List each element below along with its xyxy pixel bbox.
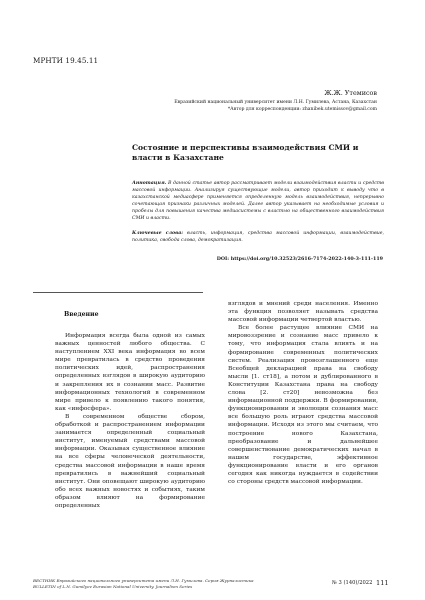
mrnti-code: МРНТИ 19.45.11 bbox=[33, 56, 99, 65]
author-correspondence: *Автор для корреспонденции: zhanibek.utemissov@gmail.com bbox=[227, 106, 377, 112]
section-heading-introduction: Введение bbox=[64, 311, 99, 318]
article-title: Состояние и перспективы взаимодействия СМИ и власти в Казахстане bbox=[132, 143, 359, 162]
paragraph: взглядов и мнений среди населения. Именно эта функция позволяет называть средства массовой информации четвертой властью. bbox=[228, 301, 378, 324]
footer-journal bbox=[33, 578, 254, 590]
paragraph: В современном обществе сбором, обработкой и распространением информации занимается определенный социальный институт, именуемый средствами массовой информации. Оказывая существенное влияние на все сферы человеческой деятельности, средства массовой информации в наше время превратились в важнейший социальный институт. Они оповещают широкую аудиторию обо всех важных новостях и событиях, таким образом влияют на формирование определенных bbox=[55, 413, 205, 509]
footer-issue: № 3 (140)/2022 bbox=[332, 580, 373, 586]
abstract-label: Аннотация. bbox=[132, 181, 167, 186]
paragraph: Все более растущее влияние СМИ на мировоззрение и сознание масс привело к тому, что информация стала влиять и на формирование современных политических систем. Реализация провозглашенного еще Всеобщей декларацией права на свободу мысли [1. ст18], а потом и дублированного в Конституции Казахстана права на свободу слова [2. ст20] невозможна без информационной поддержки. В формировании, функционировании и эволюции сознания масс все большую роль играют средства массовой информации. Исходя из этого мы считаем, что построение нового Казахстана, преобразование и дальнейшее совершенствование демократических начал в нашем государстве, эффективное функционирование власти и его органов сегодня как никогда нуждается в содействии со стороны средств массовой информации. bbox=[228, 325, 378, 486]
page-number: 111 bbox=[376, 579, 389, 587]
footer-journal-en: BULLETIN of L.N. Gumilyov Eurasian National University. Journalism Series bbox=[33, 584, 193, 590]
author-name: Ж.Ж. Утемисов bbox=[324, 89, 377, 97]
body-column-left bbox=[55, 332, 205, 510]
body-column-right bbox=[228, 300, 378, 486]
author-affiliation: Евразийский национальный университет имени Л.Н. Гумилева, Астана, Казахстан bbox=[174, 100, 377, 105]
keywords-text: власть, информация, средства массовой информации, взаимодействие, политика, свобода слова, демократизация. bbox=[132, 231, 385, 243]
abstract-text: В данной статье автор рассматривает модели взаимодействия власти и средств массовой информации. Анализируя существующие модели, автор приходит к выводу что в казахстанской медиасфере применяется определенную модель взаимодействия, непрерывно сочетающая признаки различных моделей. Далее автор указывает на необходимые условия и пробелы для повышения качества медиасистемы с властью на общественного взаимодействия СМИ и власти. bbox=[132, 181, 384, 221]
paragraph: Информация всегда была одной из самых важных ценностей любого общества. С наступлением XXI века информация во всем мире превратилась в средство проведения политических идей, распространения определенных взглядов в широкую аудиторию и закрепления их в сознании масс. Развитие информационных технологий в современном мире привело к появлению такого понятия, как «инфосфера». bbox=[55, 333, 205, 412]
section-divider bbox=[33, 292, 203, 293]
keywords-label: Ключевые слова: bbox=[132, 231, 183, 236]
keywords bbox=[132, 231, 384, 245]
footer-journal-ru: ВЕСТНИК Евразийского национального университета имени Л.Н. Гумилева. Серия Журналистика bbox=[33, 578, 254, 583]
doi-link[interactable]: DOI: https://doi.org/10.32523/2616-7174-2022-140-3-111-119 bbox=[216, 256, 383, 262]
abstract bbox=[132, 181, 384, 222]
author-affiliation-block bbox=[174, 100, 377, 113]
